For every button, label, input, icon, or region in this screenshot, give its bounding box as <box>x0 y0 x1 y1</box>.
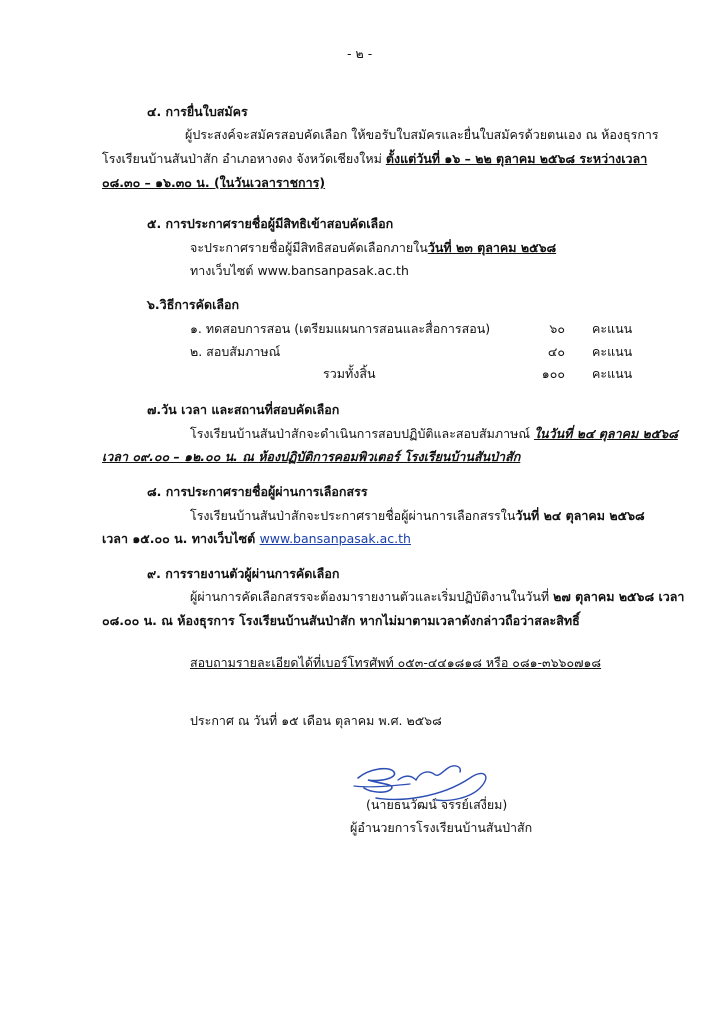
criteria-item-1-points: ๖๐ <box>549 321 565 336</box>
section-9-report-place: ๐๘.๐๐ น. ณ ห้องธุรการ โรงเรียนบ้านสันป่าสัก หากไม่มาตามเวลาดังกล่าวถือว่าสละสิทธิ์ <box>102 613 580 628</box>
section-7-line-1 <box>190 426 678 442</box>
section-8-line-2 <box>102 531 411 547</box>
section-9-report-date: ๒๗ ตุลาคม ๒๕๖๘ เวลา <box>553 589 685 604</box>
section-8-result-time: เวลา ๑๕.๐๐ น. ทางเว็บไซต์ <box>102 531 260 546</box>
criteria-item-1-unit: คะแนน <box>592 321 633 336</box>
section-8-line-1 <box>190 508 645 524</box>
section-7-exam-date: ในวันที่ ๒๔ ตุลาคม ๒๕๖๘ <box>533 426 678 441</box>
section-7-heading: ๗.วัน เวลา และสถานที่สอบคัดเลือก <box>147 402 340 417</box>
section-9-line-1-text: ผู้ผ่านการคัดเลือกสรรจะต้องมารายงานตัวและเริ่มปฏิบัติงานในวันที่ <box>190 589 554 604</box>
section-9-heading: ๙. การรายงานตัวผู้ผ่านการคัดเลือก <box>147 566 340 581</box>
section-5-website: ทางเว็บไซต์ www.bansanpasak.ac.th <box>190 263 409 278</box>
criteria-total-points: ๑๐๐ <box>541 366 565 381</box>
section-4-line-2-text: โรงเรียนบ้านสันป่าสัก อำเภอหางดง จังหวัดเชียงใหม่ <box>102 151 386 166</box>
section-8-result-date: วันที่ ๒๔ ตุลาคม ๒๕๖๘ <box>515 508 645 523</box>
section-9-line-1 <box>190 589 684 605</box>
section-5-heading: ๕. การประกาศรายชื่อผู้มีสิทธิเข้าสอบคัดเลือก <box>147 216 394 231</box>
criteria-item-2-points: ๔๐ <box>547 344 565 359</box>
section-7-exam-time-place: เวลา ๐๙.๐๐ – ๑๒.๐๐ น. ณ ห้องปฏิบัติการคอมพิวเตอร์ โรงเรียนบ้านสันป่าสัก <box>102 449 521 464</box>
section-5-line-1-text: จะประกาศรายชื่อผู้มีสิทธิสอบคัดเลือกภายใน <box>190 240 428 255</box>
section-4-application-period: ตั้งแต่วันที่ ๑๖ – ๒๒ ตุลาคม ๒๕๖๘ ระหว่างเวลา <box>385 151 648 166</box>
website-link[interactable]: www.bansanpasak.ac.th <box>259 531 411 546</box>
section-4-heading: ๔. การยื่นใบสมัคร <box>147 104 248 119</box>
section-4-application-hours: ๐๘.๓๐ – ๑๖.๓๐ น. (ในวันเวลาราชการ) <box>102 175 326 190</box>
signer-title: ผู้อำนวยการโรงเรียนบ้านสันป่าสัก <box>350 820 533 835</box>
section-6-heading: ๖.วิธีการคัดเลือก <box>147 297 240 312</box>
section-4-line-1: ผู้ประสงค์จะสมัครสอบคัดเลือก ให้ขอรับใบสมัครและยื่นใบสมัครด้วยตนเอง ณ ห้องธุรการ <box>185 127 659 142</box>
section-5-announce-date: วันที่ ๒๓ ตุลาคม ๒๕๖๘ <box>427 240 557 255</box>
criteria-item-1-label: ๑. ทดสอบการสอน (เตรียมแผนการสอนและสื่อการสอน) <box>190 321 491 336</box>
contact-line: สอบถามรายละเอียดได้ที่เบอร์โทรศัพท์ ๐๕๓-๔๔๑๘๑๘ หรือ ๐๘๑-๓๖๖๐๗๑๘ <box>190 655 602 670</box>
section-5-line-1 <box>190 240 556 256</box>
page-number: - ๒ - <box>347 46 373 61</box>
criteria-item-2-unit: คะแนน <box>592 344 633 359</box>
announcement-date: ประกาศ ณ วันที่ ๑๕ เดือน ตุลาคม พ.ศ. ๒๕๖๘ <box>190 713 442 728</box>
criteria-total-unit: คะแนน <box>592 366 633 381</box>
signer-name: (นายธนวัฒน์ จรรย์เสงี่ยม) <box>366 797 508 812</box>
criteria-total-label: รวมทั้งสิ้น <box>323 366 376 381</box>
section-7-line-1-text: โรงเรียนบ้านสันป่าสักจะดำเนินการสอบปฏิบัติและสอบสัมภาษณ์ <box>190 426 534 441</box>
section-4-line-2 <box>102 151 647 167</box>
section-8-line-1-text: โรงเรียนบ้านสันป่าสักจะประกาศรายชื่อผู้ผ่านการเลือกสรรใน <box>190 508 516 523</box>
criteria-item-2-label: ๒. สอบสัมภาษณ์ <box>190 344 281 359</box>
section-8-heading: ๘. การประกาศรายชื่อผู้ผ่านการเลือกสรร <box>147 484 368 499</box>
